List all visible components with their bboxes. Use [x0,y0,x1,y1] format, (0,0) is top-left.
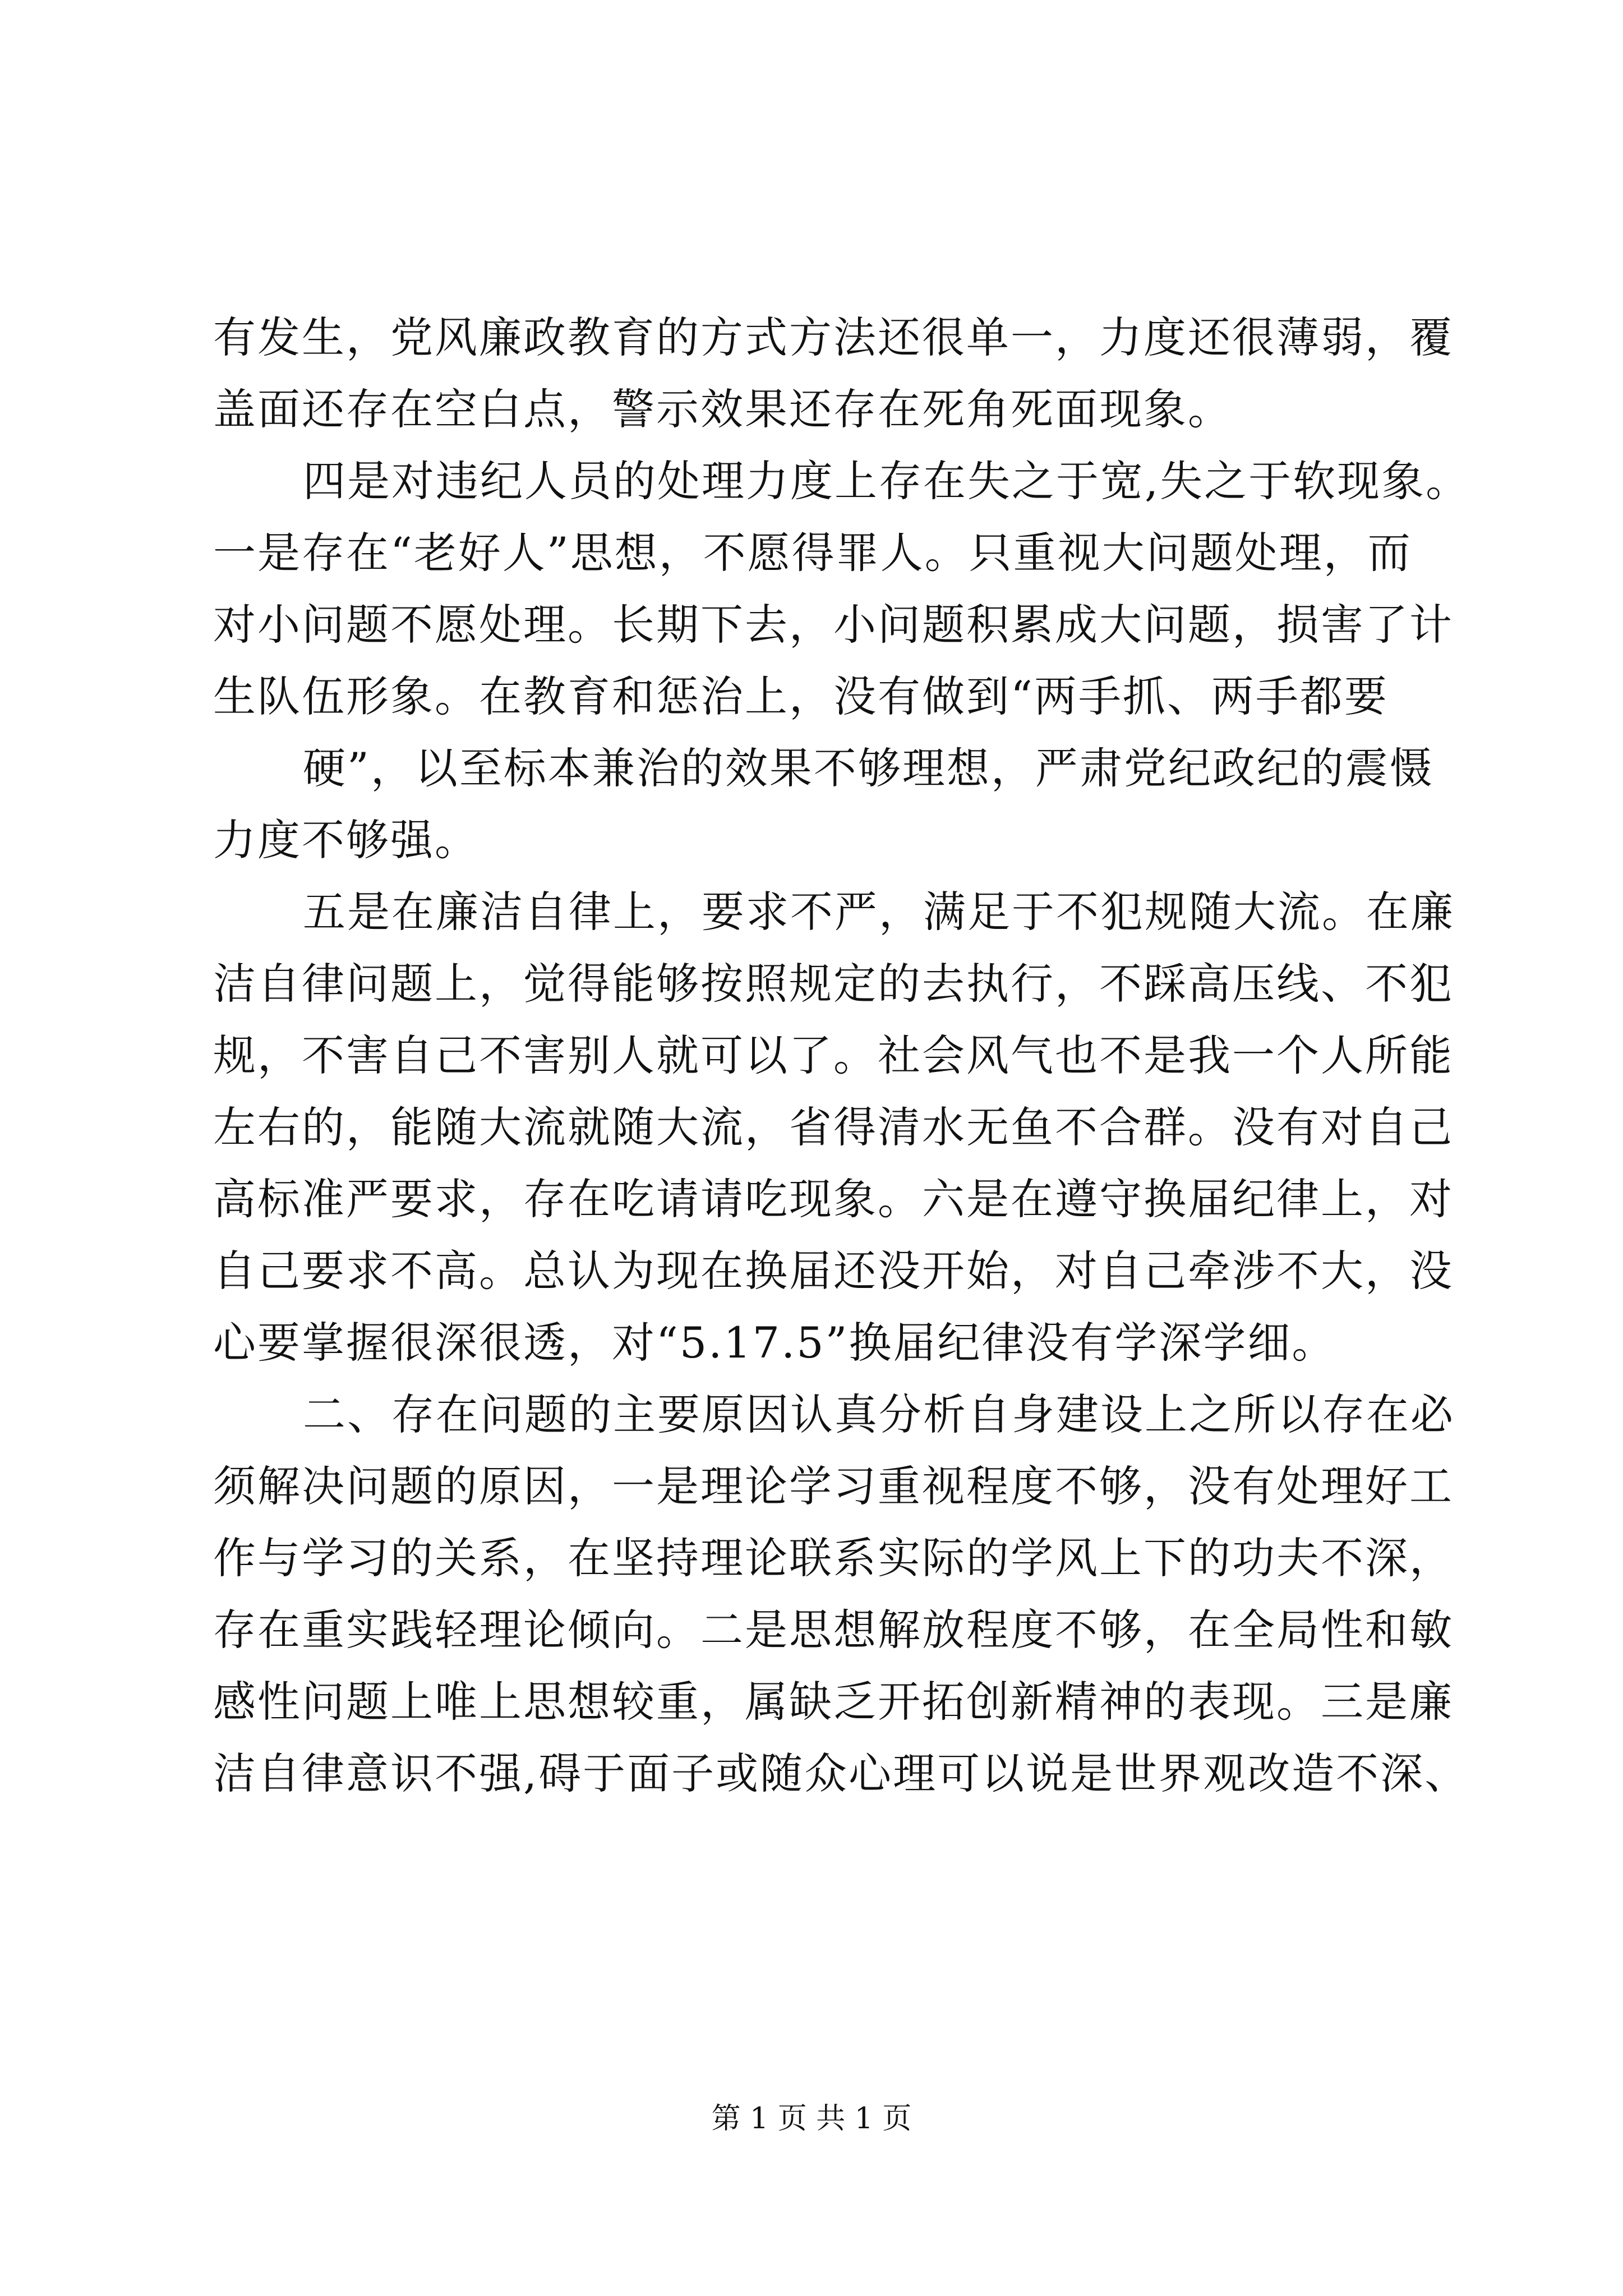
text-line: 力度不够强。 [213,815,479,865]
text-line: 规，不害自己不害别人就可以了。社会风气也不是我一个人所能 [213,1030,1454,1080]
text-line: 自己要求不高。总认为现在换届还没开始，对自己牵涉不大，没 [213,1246,1454,1296]
text-line: 有发生，党风廉政教育的方式方法还很单一，力度还很薄弱，覆 [213,312,1454,362]
text-line: 心要掌握很深很透，对“5.17.5”换届纪律没有学深学细。 [213,1318,1336,1368]
text-line: 五是在廉洁自律上，要求不严，满足于不犯规随大流。在廉 [303,887,1455,937]
text-line: 存在重实践轻理论倾向。二是思想解放程度不够，在全局性和敏 [213,1605,1454,1655]
text-line: 二、存在问题的主要原因认真分析自身建设上之所以存在必 [303,1389,1455,1439]
text-line: 左右的，能随大流就随大流，省得清水无鱼不合群。没有对自己 [213,1102,1454,1152]
text-line: 高标准严要求，存在吃请请吃现象。六是在遵守换届纪律上，对 [213,1174,1454,1224]
text-line: 盖面还存在空白点，警示效果还存在死角死面现象。 [213,384,1232,434]
text-line: 洁自律意识不强,碍于面子或随众心理可以说是世界观改造不深、 [213,1749,1469,1798]
text-line: 硬”，以至标本兼治的效果不够理想，严肃党纪政纪的震慑 [303,743,1434,793]
text-line: 对小问题不愿处理。长期下去，小问题积累成大问题，损害了计 [213,600,1454,650]
text-line: 一是存在“老好人”思想，不愿得罪人。只重视大问题处理，而 [213,528,1412,578]
text-line: 感性问题上唯上思想较重，属缺乏开拓创新精神的表现。三是廉 [213,1677,1454,1727]
text-line: 须解决问题的原因，一是理论学习重视程度不够，没有处理好工 [213,1461,1454,1511]
page-number-footer: 第 1 页 共 1 页 [711,2102,912,2136]
text-line: 洁自律问题上，觉得能够按照规定的去执行，不踩高压线、不犯 [213,959,1454,1009]
text-line: 生队伍形象。在教育和惩治上，没有做到“两手抓、两手都要 [213,671,1389,721]
text-line: 作与学习的关系，在坚持理论联系实际的学风上下的功夫不深， [213,1533,1454,1583]
text-line: 四是对违纪人员的处理力度上存在失之于宽,失之于软现象。 [303,456,1470,506]
